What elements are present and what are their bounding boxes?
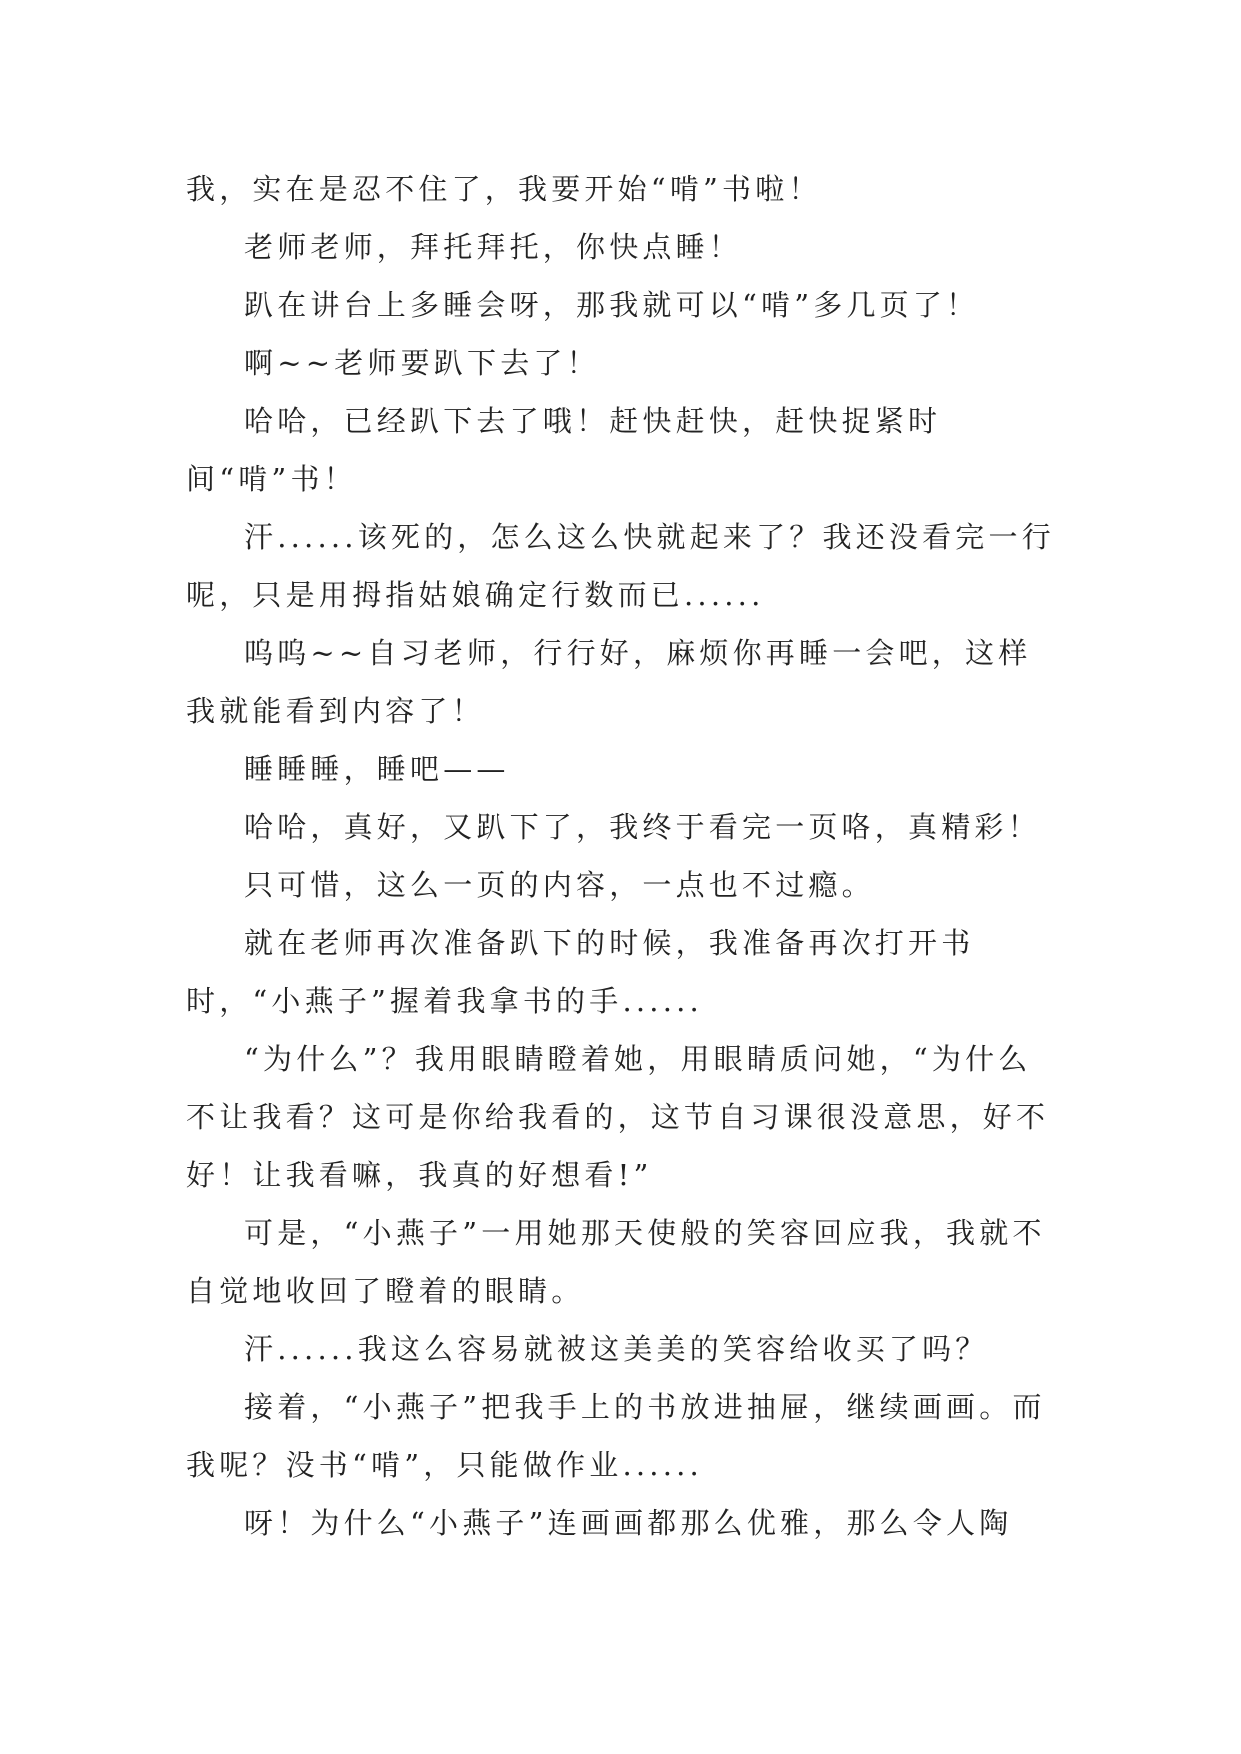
paragraph: 只可惜，这么一页的内容，一点也不过瘾。 [244, 868, 875, 902]
paragraph: 我，实在是忍不住了，我要开始“啃”书啦！ [186, 172, 822, 206]
paragraph: 汗......我这么容易就被这美美的笑容给收买了吗？ [244, 1332, 989, 1366]
paragraph: 哈哈，已经趴下去了哦！赶快赶快，赶快捉紧时间“啃”书！ [186, 404, 942, 496]
paragraph: 接着，“小燕子”把我手上的书放进抽屉，继续画画。而我呢？没书“啃”，只能做作业...... [186, 1390, 1046, 1482]
paragraph: 老师老师，拜托拜托，你快点睡！ [244, 230, 743, 264]
paragraph: 汗......该死的，怎么这么快就起来了？我还没看完一行呢，只是用拇指姑娘确定行数而已...... [186, 520, 1055, 612]
paragraph: 睡睡睡，睡吧—— [244, 752, 510, 786]
paragraph: 呀！为什么“小燕子”连画画都那么优雅，那么令人陶 [244, 1506, 1013, 1540]
paragraph: 可是，“小燕子”一用她那天使般的笑容回应我，我就不自觉地收回了瞪着的眼睛。 [186, 1216, 1046, 1308]
document-body [186, 160, 1056, 1552]
paragraph: 哈哈，真好，又趴下了，我终于看完一页咯，真精彩！ [244, 810, 1041, 844]
paragraph: “为什么”？我用眼睛瞪着她，用眼睛质问她，“为什么不让我看？这可是你给我看的，这节自习课很没意思，好不好！让我看嘛，我真的好想看!” [186, 1042, 1050, 1192]
paragraph: 呜呜~~自习老师，行行好，麻烦你再睡一会吧，这样我就能看到内容了！ [186, 636, 1032, 728]
paragraph: 就在老师再次准备趴下的时候，我准备再次打开书时，“小燕子”握着我拿书的手...... [186, 926, 975, 1018]
paragraph: 啊~~老师要趴下去了！ [244, 346, 600, 380]
paragraph: 趴在讲台上多睡会呀，那我就可以“啃”多几页了！ [244, 288, 980, 322]
